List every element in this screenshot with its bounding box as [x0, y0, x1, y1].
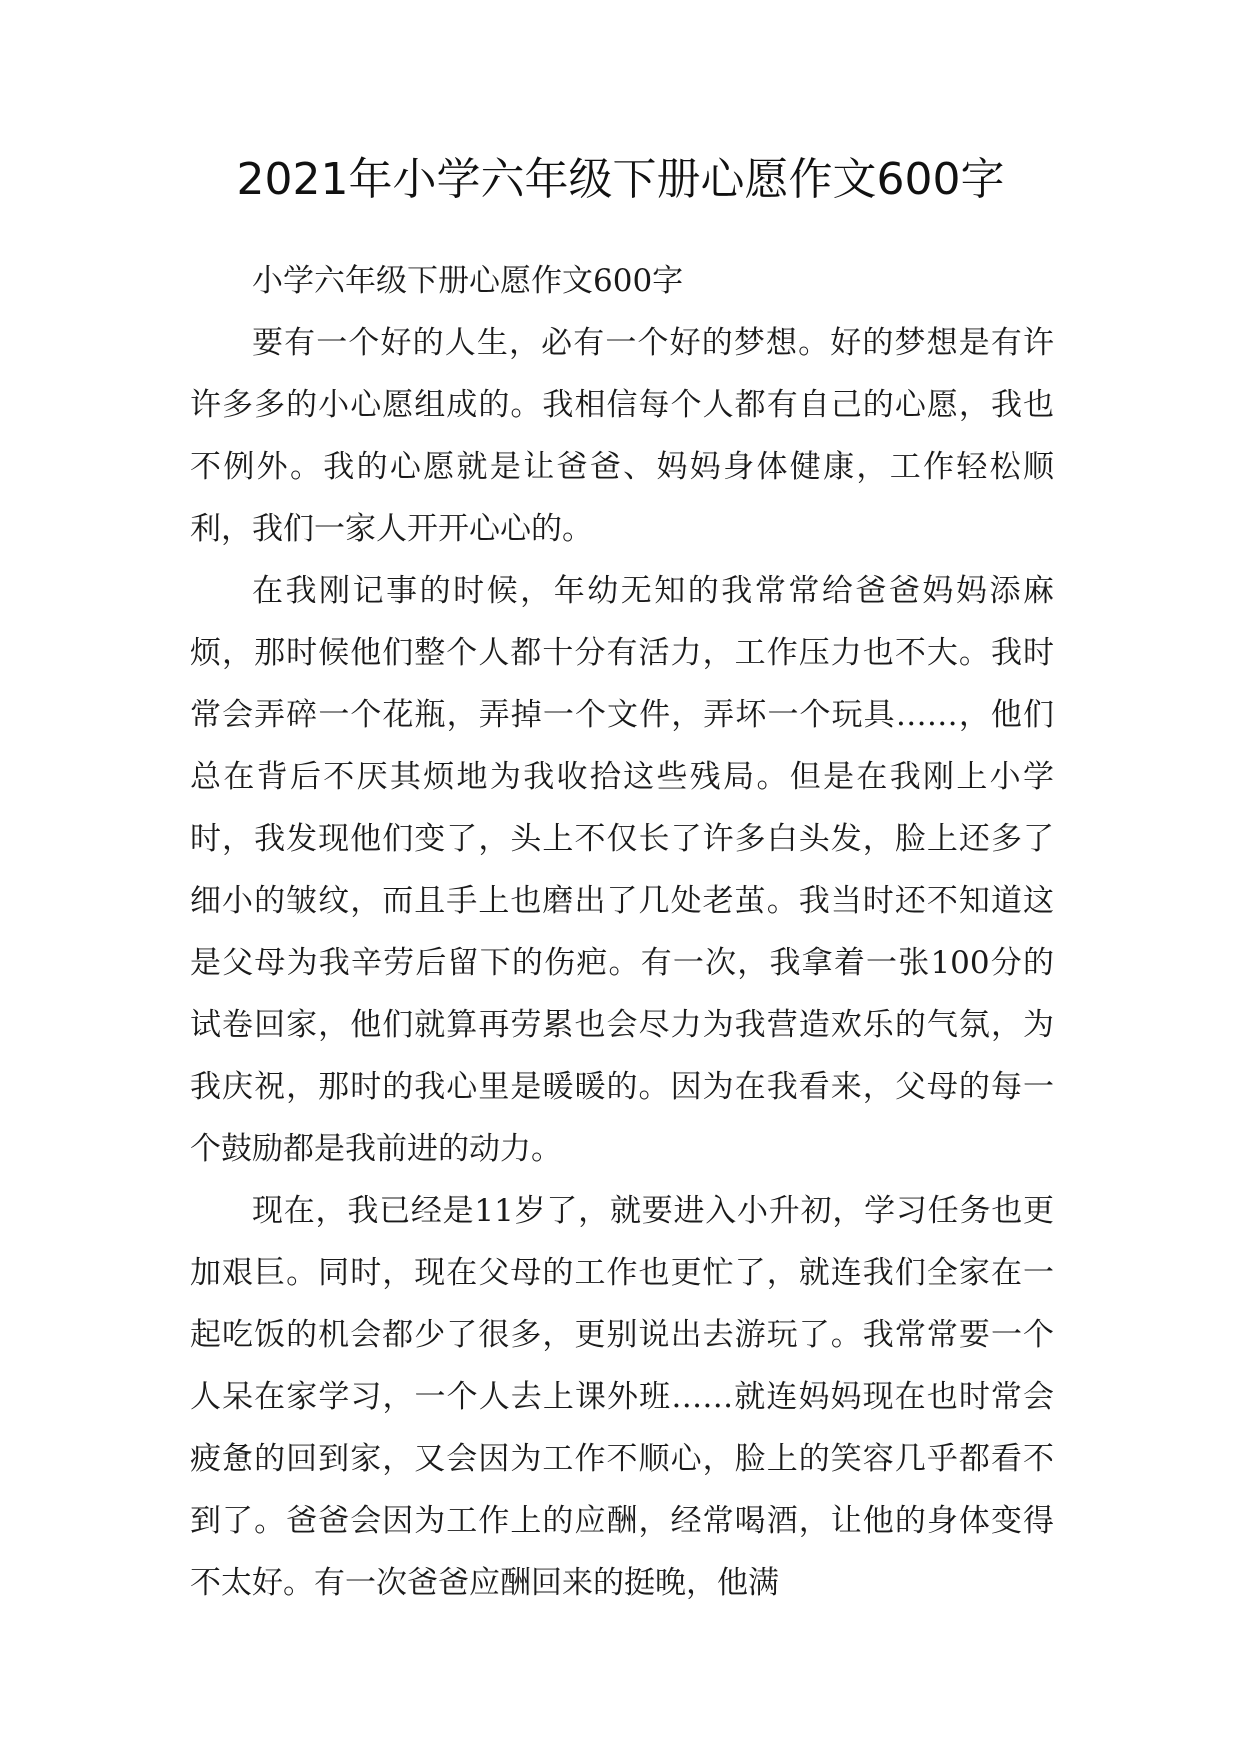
document-body — [190, 250, 1054, 1614]
document-title: 2021年小学六年级下册心愿作文600字 — [236, 154, 1005, 205]
paragraph: 要有一个好的人生，必有一个好的梦想。好的梦想是有许许多多的小心愿组成的。我相信每个人都有自己的心愿，我也不例外。我的心愿就是让爸爸、妈妈身体健康，工作轻松顺利，我们一家人开开心心的。 — [190, 325, 1054, 547]
paragraph: 现在，我已经是11岁了，就要进入小升初，学习任务也更加艰巨。同时，现在父母的工作也更忙了，就连我们全家在一起吃饭的机会都少了很多，更别说出去游玩了。我常常要一个人呆在家学习，一个人去上课外班……就连妈妈现在也时常会疲惫的回到家，又会因为工作不顺心，脸上的笑容几乎都看不到了。爸爸会因为工作上的应酬，经常喝酒，让他的身体变得不太好。有一次爸爸应酬回来的挺晚，他满 — [190, 1193, 1054, 1601]
paragraph-subtitle: 小学六年级下册心愿作文600字 — [252, 263, 684, 299]
paragraph: 在我刚记事的时候，年幼无知的我常常给爸爸妈妈添麻烦，那时候他们整个人都十分有活力，工作压力也不大。我时常会弄碎一个花瓶，弄掉一个文件，弄坏一个玩具……，他们总在背后不厌其烦地为我收拾这些残局。但是在我刚上小学时，我发现他们变了，头上不仅长了许多白头发，脸上还多了细小的皱纹，而且手上也磨出了几处老茧。我当时还不知道这是父母为我辛劳后留下的伤疤。有一次，我拿着一张100分的试卷回家，他们就算再劳累也会尽力为我营造欢乐的气氛，为我庆祝，那时的我心里是暖暖的。因为在我看来，父母的每一个鼓励都是我前进的动力。 — [190, 573, 1054, 1167]
